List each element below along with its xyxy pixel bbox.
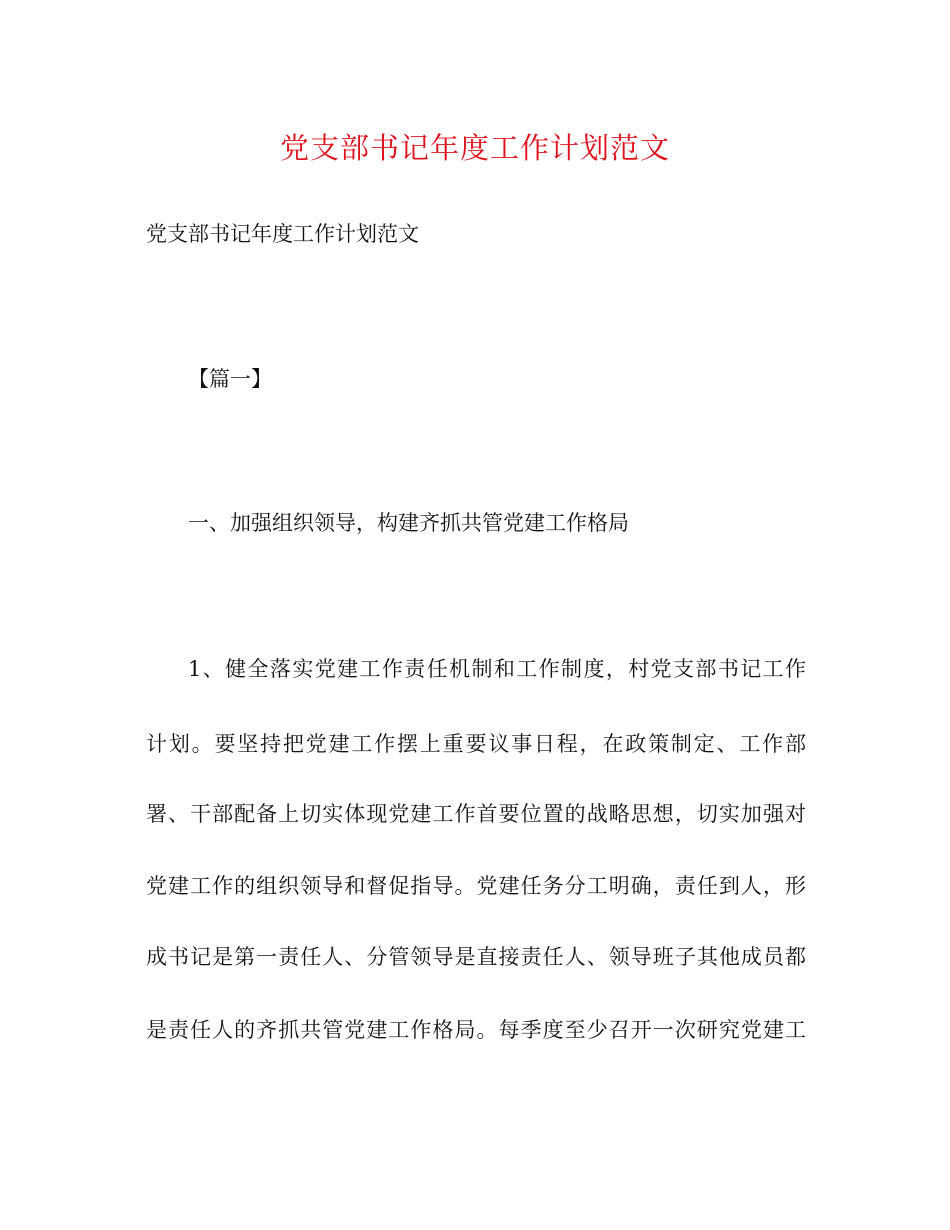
paragraph-line: 党建工作的组织领导和督促指导。党建任务分工明确，责任到人，形 — [146, 874, 806, 898]
paragraph-line: 署、干部配备上切实体现党建工作首要位置的战略思想，切实加强对 — [146, 802, 806, 826]
document-title: 党支部书记年度工作计划范文 — [279, 131, 670, 165]
document-subtitle: 党支部书记年度工作计划范文 — [146, 222, 419, 246]
paragraph-line: 计划。要坚持把党建工作摆上重要议事日程，在政策制定、工作部 — [146, 732, 806, 756]
paragraph-line: 成书记是第一责任人、分管领导是直接责任人、领导班子其他成员都 — [146, 945, 806, 969]
section-heading: 一、加强组织领导，构建齐抓共管党建工作格局 — [188, 511, 629, 535]
paragraph-line: 1、健全落实党建工作责任机制和工作制度，村党支部书记工作 — [188, 657, 806, 681]
paragraph-line: 是责任人的齐抓共管党建工作格局。每季度至少召开一次研究党建工 — [146, 1018, 806, 1042]
section-tag: 【篇一】 — [188, 367, 272, 391]
